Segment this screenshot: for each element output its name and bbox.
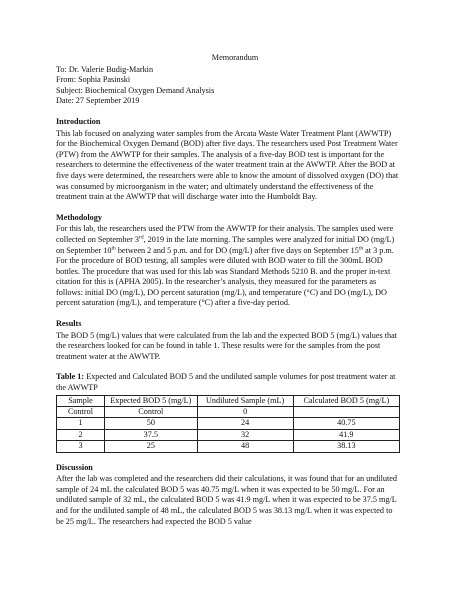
table-cell: 1	[57, 418, 105, 429]
table-cell: 37.5	[105, 429, 198, 440]
methodology-paragraph	[56, 224, 400, 309]
table-cell: 48	[197, 441, 293, 452]
table-cell: 2	[57, 429, 105, 440]
table-row	[57, 429, 400, 440]
methodology-sup-3: th	[358, 244, 364, 251]
discussion-paragraph: After the lab was completed and the researchers did their calculations, it was found that for an undiluted sample of 24 mL the calculated BOD 5 was 40.75 mg/L when it was expected to be 50 mg/L. For an undiluted sample of 32 mL, the calculated BOD 5 was 41.9 mg/L when it was expected to be 37.5 mg/L and for the undiluted sample of 48 mL, the calculated BOD 5 was 38.13 mg/L when it was expected to be 25 mg/L. The researchers had expected the BOD 5 value	[56, 474, 398, 526]
methodology-text-2: , 2019 in the late morning. The samples were analyzed for initial DO (mg/L) on September 10	[56, 234, 395, 255]
discussion-heading: Discussion	[56, 462, 93, 472]
methodology-text-4: at 3 p.m. For the procedure of BOD testing, all samples were diluted with BOD water to fill the 300mL BOD bottles. The procedure that was used for this lab was Standard Methods 5210 B. and the proper in-text citation for this is (APHA 2005). In the researcher’s analysis, they measured for the parameters as follows: initial DO (mg/L), DO percent saturation (mg/L), and temperature (°C) and DO (mg/L), DO percent saturation (mg/L), and temperature (°C) after a five-day period.	[56, 245, 394, 308]
table-header-row	[57, 395, 400, 406]
table-row	[57, 407, 400, 418]
table-caption	[56, 372, 400, 393]
table-cell: 38.13	[293, 441, 399, 452]
introduction-paragraph: This lab focused on analyzing water samples from the Arcata Waste Water Treatment Plant (AWWTP) for the Biochemical Oxygen Demand (BOD) after five days. The researchers used Post Treatment Water (PTW) from the AWWTP for their samples. The analysis of a five-day BOD test is important for the researchers to determine the effectiveness of the water treatment train at the AWWTP. After the BOD at five days were determined, the researchers were able to know the amount of dissolved oxygen (DO) that was consumed by microorganism in the water; and ultimately understand the effectiveness of the treatment train at the AWWTP that will discharge water into the Humboldt Bay.	[56, 128, 399, 202]
memo-to-line: To: Dr. Valerie Budig-Markin	[56, 64, 154, 74]
memo-title: Memorandum	[211, 53, 259, 62]
table-cell: 32	[197, 429, 293, 440]
memo-date-line: Date: 27 September 2019	[56, 96, 140, 106]
table-cell: 25	[105, 441, 198, 452]
table-cell: 0	[197, 407, 293, 418]
table-cell: 41.9	[293, 429, 399, 440]
table-cell: 3	[57, 441, 105, 452]
table-cell: Control	[105, 407, 198, 418]
table-caption-label: Table 1:	[56, 372, 85, 382]
table-cell: 50	[105, 418, 198, 429]
results-heading: Results	[56, 319, 82, 329]
bod-results-table	[56, 395, 400, 453]
header-calculated-bod: Calculated BOD 5 (mg/L)	[293, 395, 399, 406]
table-cell: 24	[197, 418, 293, 429]
table-row	[57, 418, 400, 429]
introduction-heading: Introduction	[56, 116, 101, 126]
table-row	[57, 441, 400, 452]
results-paragraph: The BOD 5 (mg/L) values that were calculated from the lab and the expected BOD 5 (mg/L) values that the researchers looked for can be found in table 1. These results were for the samples from the post treatment water at the AWWTP.	[56, 330, 398, 361]
table-cell: 40.75	[293, 418, 399, 429]
table-cell: Control	[57, 407, 105, 418]
methodology-text-1: For this lab, the researchers used the PTW from the AWWTP for their analysis. The samples used were collected on September 3	[56, 224, 394, 244]
header-sample: Sample	[57, 395, 105, 406]
memo-from-line: From: Sophia Pasinski	[56, 75, 131, 85]
methodology-text-3: between 2 and 5 p.m. and for DO (mg/L) after five days on September 15	[115, 245, 359, 255]
memo-subject-line: Subject: Biochemical Oxygen Demand Analysis	[56, 85, 215, 95]
methodology-sup-2: th	[111, 244, 116, 251]
methodology-heading: Methodology	[56, 212, 102, 222]
header-expected-bod: Expected BOD 5 (mg/L)	[105, 395, 198, 406]
table-caption-text: Expected and Calculated BOD 5 and the undiluted sample volumes for post treatment water at the AWWTP	[56, 372, 396, 393]
methodology-sup-1: rd	[138, 234, 144, 241]
table-cell	[293, 407, 399, 418]
header-undiluted-sample: Undiluted Sample (mL)	[197, 395, 293, 406]
